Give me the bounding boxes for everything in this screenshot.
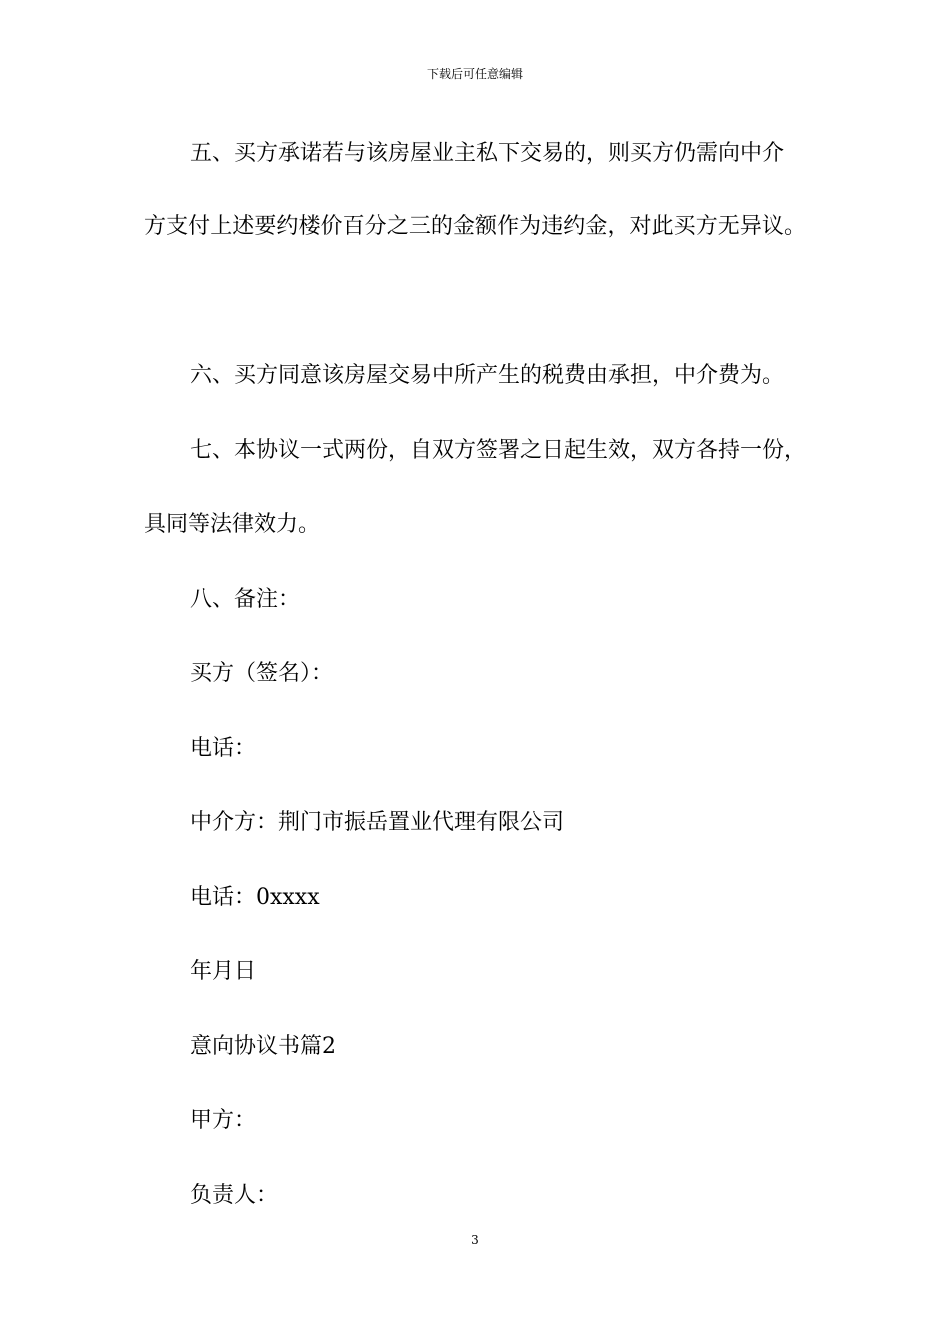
clause-6: 六、买方同意该房屋交易中所产生的税费由承担，中介费为。 <box>190 363 785 388</box>
responsible-person-label: 负责人： <box>190 1183 279 1208</box>
page-number: 3 <box>471 1233 479 1247</box>
clause-8-remarks: 八、备注： <box>190 587 301 612</box>
clause-7-line-2: 具同等法律效力。 <box>144 512 321 537</box>
party-a-label: 甲方： <box>190 1108 257 1133</box>
clause-5-line-1: 五、买方承诺若与该房屋业主私下交易的，则买方仍需向中介 <box>190 141 785 166</box>
page-header-note: 下载后可任意编辑 <box>426 67 523 81</box>
agency-name: 中介方：荆门市振岳置业代理有限公司 <box>190 810 565 835</box>
buyer-phone-label: 电话： <box>190 736 257 761</box>
buyer-signature-label: 买方（签名）： <box>190 661 334 686</box>
section-title-2: 意向协议书篇2 <box>190 1034 336 1059</box>
clause-7-line-1: 七、本协议一式两份，自双方签署之日起生效，双方各持一份， <box>190 438 807 463</box>
date-label: 年月日 <box>190 959 257 984</box>
agency-phone: 电话：0xxxx <box>190 885 320 910</box>
clause-5-line-2: 方支付上述要约楼价百分之三的金额作为违约金，对此买方无异议。 <box>144 214 806 239</box>
